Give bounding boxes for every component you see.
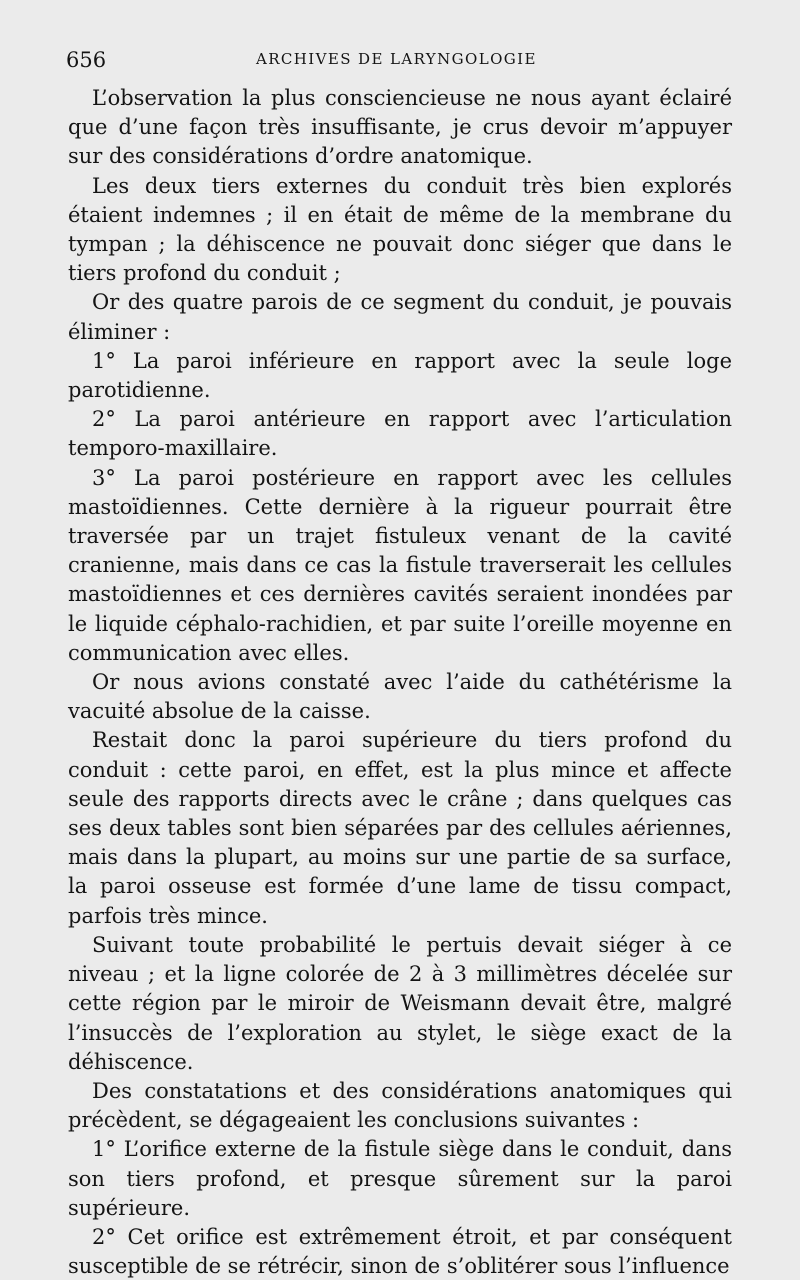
paragraph: 3° La paroi postérieure en rapport avec les cellules mastoïdiennes. Cette dernière à la rigueur pourrait être traversée par un trajet fistuleux venant de la cavité cranienne, mais dans ce cas la fistule traverserait les cellules mastoïdiennes et ces dernières cavités seraient inondées par le liquide céphalo-rachidien, et par suite l’oreille moyenne en communication avec elles. (68, 465, 732, 665)
page-number: 656 (66, 48, 107, 72)
page-header (66, 44, 730, 74)
running-head: ARCHIVES DE LARYNGOLOGIE (256, 50, 537, 68)
paragraph: Les deux tiers externes du conduit très bien explorés étaient indemnes ; il en était de même de la membrane du tympan ; la déhiscence ne pouvait donc siéger que dans le tiers profond du conduit ; (68, 173, 732, 286)
paragraph: Or nous avions constaté avec l’aide du cathétérisme la vacuité absolue de la caisse. (68, 670, 732, 724)
paragraph: Restait donc la paroi supérieure du tiers profond du conduit : cette paroi, en effet, est la plus mince et affecte seule des rapports directs avec le crâne ; dans quelques cas ses deux tables sont bien séparées par des cellules aériennes, mais dans la plupart, au moins sur une partie de sa surface, la paroi osseuse est formée d’une lame de tissu compact, parfois très mince. (68, 728, 732, 928)
paragraph: L’observation la plus consciencieuse ne nous ayant éclairé que d’une façon très insuffisante, je crus devoir m’appuyer sur des considérations d’ordre anatomique. (68, 86, 732, 169)
paragraph: Or des quatre parois de ce segment du conduit, je pouvais éliminer : (68, 290, 732, 344)
paragraph: 2° La paroi antérieure en rapport avec l’articulation temporo-maxillaire. (68, 407, 732, 461)
body-text (68, 84, 732, 1280)
paragraph: Des constatations et des considérations anatomiques qui précèdent, se dégageaient les conclusions suivantes : (68, 1078, 732, 1133)
paragraph: 1° L’orifice externe de la fistule siège dans le conduit, dans son tiers profond, et presque sûrement sur la paroi supérieure. (68, 1137, 732, 1220)
paragraph: 2° Cet orifice est extrêmement étroit, et par conséquent susceptible de se rétrécir, sinon de s’oblitérer sous l’influence (68, 1224, 732, 1279)
paragraph: Suivant toute probabilité le pertuis devait siéger à ce niveau ; et la ligne colorée de 2 à 3 millimètres décelée sur cette région par le miroir de Weismann devait être, malgré l’insuccès de l’exploration au stylet, le siège exact de la déhiscence. (68, 932, 732, 1074)
paragraph: 1° La paroi inférieure en rapport avec la seule loge parotidienne. (68, 348, 732, 403)
